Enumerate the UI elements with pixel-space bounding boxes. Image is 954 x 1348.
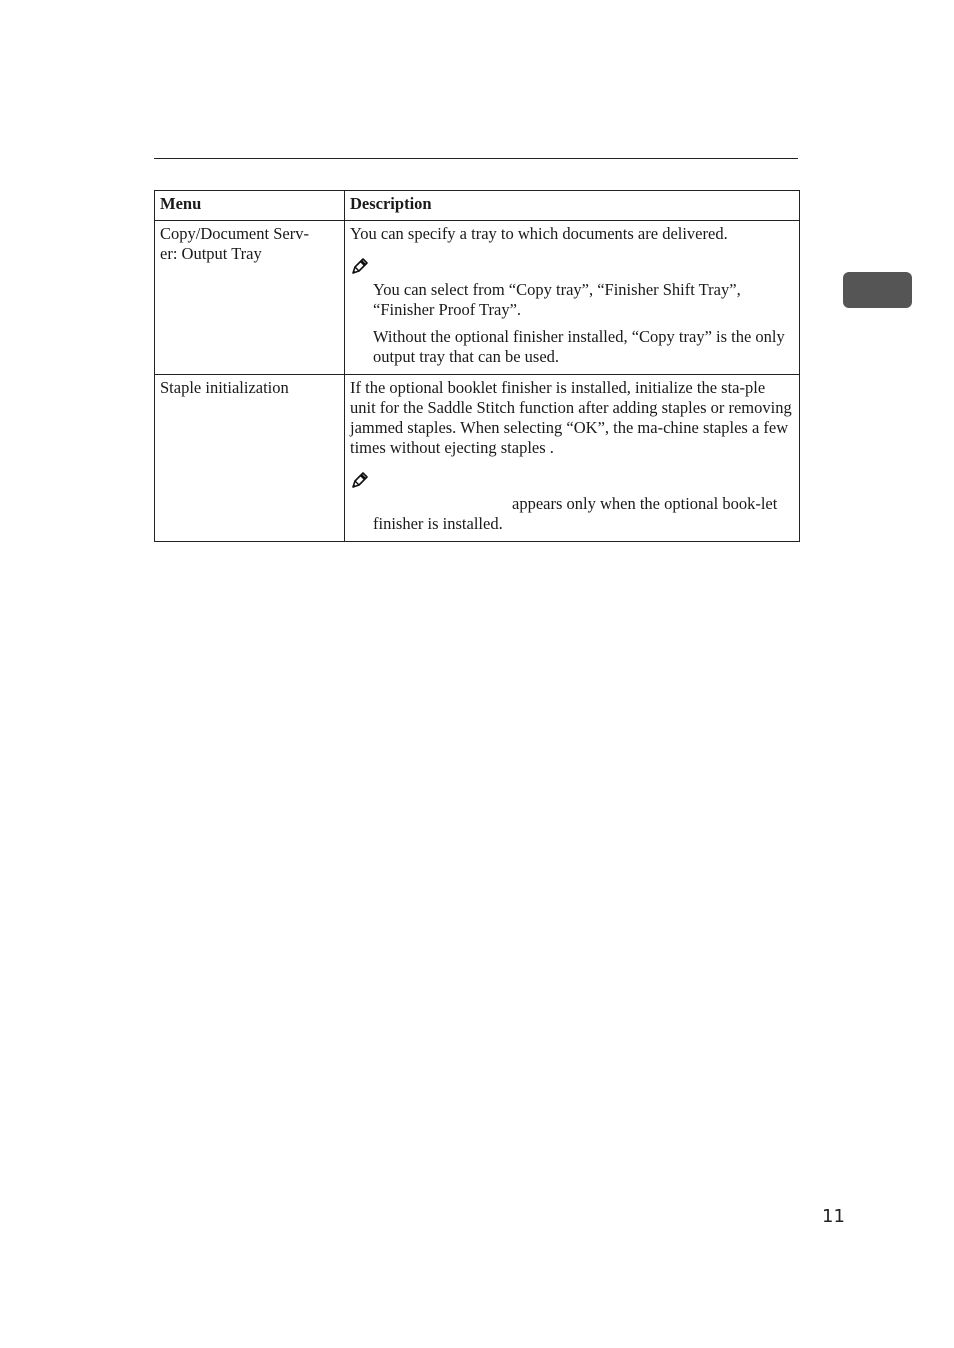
column-header-description: Description <box>345 191 800 221</box>
page-number: 11 <box>822 1206 845 1227</box>
menu-cell <box>155 375 345 542</box>
note-item: You can select from “Copy tray”, “Finisher Shift Tray”, “Finisher Proof Tray”. <box>373 280 741 319</box>
menu-label: Staple initialization <box>160 378 289 397</box>
note-item: Without the optional finisher installed, “Copy tray” is the only output tray that can be used. <box>373 327 785 366</box>
description-cell <box>345 375 800 542</box>
description-cell <box>345 221 800 375</box>
note-item <box>373 494 793 534</box>
description-text: If the optional booklet finisher is installed, initialize the sta-ple unit for the Saddle Stitch function after adding staples or removing jammed staples. When selecting “OK”, the ma-chine staples a few times without ejecting staples . <box>350 378 792 457</box>
settings-table <box>154 190 800 542</box>
table-row <box>155 375 800 542</box>
menu-cell <box>155 221 345 375</box>
table-row <box>155 221 800 375</box>
pencil-note-icon <box>350 470 370 490</box>
description-text: You can specify a tray to which documents are delivered. <box>350 224 728 243</box>
menu-label: Copy/Document Serv- er: Output Tray <box>160 224 309 263</box>
table-header-row <box>155 191 800 221</box>
pencil-note-icon <box>350 256 370 276</box>
note-text: appears only when the optional book-let finisher is installed. <box>373 494 778 533</box>
column-header-menu: Menu <box>155 191 345 221</box>
header-rule <box>154 158 798 159</box>
chapter-tab <box>843 272 912 308</box>
